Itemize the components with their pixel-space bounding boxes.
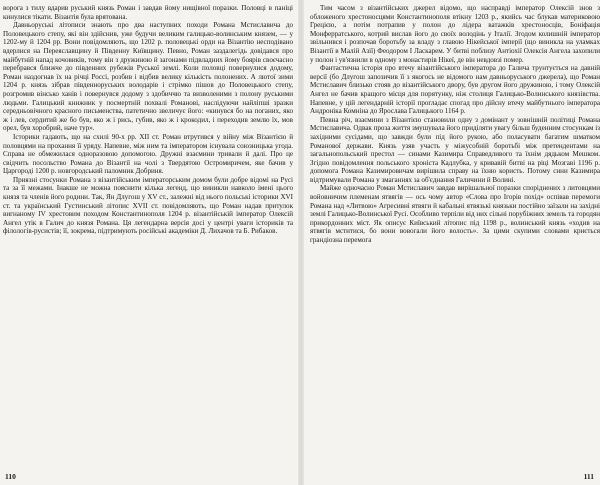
paragraph: Фантастична історія про втечу візантійського імператора до Галича трунтується на давній версії (бо Длугош запозичив її з якогось не відомого нам давньоруського джерела), що Роман Мстиславич близько стояв до візантійського двору, був другом його дружиною, і тому Олексій Ангел не бачив кращого місця для порятунку, ніж столиця Галицько-Волинського князівства. Напевне, у цій легендарній історії прогладає спогад про дійсну втечу майбутнього імператора Андроніка Комніна до Ярослава Галицького 1164 р. (310, 64, 600, 116)
paragraph: Давньоруські літописи знають про два наступних походи Романа Мстиславича до Половецького степу, які він здійснив, уже будучи великим галицько-волинським князем, — у 1202-му й 1204 рр. Вони повідомляють, що 1202 р. половецькі орди на Візантію несподівано вдерлися на Переяславщину й Південну Київщину. Певно, Роман заздалегідь довідався про майбутній напад кочовиків, тому він з дружиною й загонами підвладних йому боярів своєчасно перебрався ближче до південних рубежів Руської землі. Коли половці повернулися додому, Роман наздогнав їх на річці Россі, розбив і відбив велику кількість полонених. А лютої зими 1204 р. князь зібрав південноруських володарів і стрімко пішов до Половецького степу, розгромив вінсько ханів і повернувся додому з здобиччю та визволеними з полону руськими людьми. Галицький книжник у посмертній похвалі Романові, наслідуючи найліпші зразки середньовічного красного письменства, патетично звеличує його: «кинувся бо на поганих, яко ж і лев, сердитий же бо був, яко ж і рись, губив, яко ж і крокодил, і переходив землю їх, мов орел, був хоробрий, наче тур». (3, 21, 293, 133)
page-number: 110 (5, 472, 16, 481)
book-fold (298, 0, 304, 485)
paragraph: Історики гадають, що на схилі 90-х рр. XII ст. Роман втрутився у війну між Візантією й половцями на прохання її уряду. Напевне, між ним та імператором існувала союзницька угода. Справа не обмежилася одноразовою допомогою. Дружні взаємини тривали й далі. Про це свідчить посольство Романа до Візантії на чолі з Твердятою Остромиричем, яке бачив у Царгороді 1200 р. новгородський паломник Добриня. (3, 132, 293, 176)
left-page (3, 4, 293, 481)
right-page-text (310, 4, 600, 245)
right-page (310, 4, 600, 481)
page-number: 111 (583, 472, 594, 481)
paragraph: Майже одночасно Роман Мстиславич завдав вирішальної поразки споріднених з литовцями войовничим племенам ятвягів — ось чому автор «Слова про Ігорів похід» оспівав перемоги Романа над «Литвою» Агресивні ятвяги й кабальні ятвязькі князьки постійно заїзали на західні землі Галицько-Волинської Русі. Особливо терпіли від них сільні порубіжних земель та городян прикордонних міст. Як описує Київський літопис під 1198 р., волинський князь «ходив на ятвягів мститися, бо вони вовогали його волость». За цими скупими словами криється грандіозна перемога (310, 184, 600, 245)
paragraph: Тим часом з візантійських джерел відомо, що насправді імператор Олексій знов з обложеного хрестоносцями Константинополя втікну 1203 р., якийсь час блукав материковою Грецією, а потім потрапив у полон до лідера ватажків хрестоносців, Боніфація Монферратського, котрий виcлав його до своїх володінь у Італії. Згодом колишній імператор звільнився і розпочав боротьбу за владу з главою Нікейської імперії (що виникла на уламках Візантії в Малій Азії) Феодором І Ласкарем. У битві поблизу Антіохії Олексія Ангела захопили у полон і ув'язнили в одному з монастирів Нікеї, де він невдовзі помер. (310, 4, 600, 64)
paragraph: Приязні стосунки Романа з візантійським імператорським домом були добре відомі на Русі та за її межами. Інакше не можна пояснити кілька легенд, що виникли навколо імені цього князя та членів його родини. Так, Ян Длугош у XV ст., залежні від нього польські історики XVI ст. та український Густинський літопис XVII ст. повідомляють, що Роман надав притулок вигнаному IV хрестовим походом Константинополя 1204 р. візантійській імператор Олексій Ангел утік в Галич до князя Романа. Ця легендарна версія досі у центрі уваги істориків та філологів-русистів; її, зокрема, підтримують російські академіки Д. Лихачов та Б. Рибаков. (3, 175, 293, 236)
paragraph: Певна річ, взаємини з Візантією становили одну з домінант у зовнішній політиці Романа Мстиславича. Одвак проза життя змушувала його приділяти увагу більш буденним стосункам із західними сусідами, що завжди були під його рукою, або поласувати багатим шматком Романової держави. Князь узяв участь у міжусобній боротьбі між претендентами на загальнопольський престол — синами Казимира Справедливого та їхнім дядьком Мешком. Згідно повідомлення польського хроніста Кадлубка, у кривавій битві на ріці Мозгаві 1196 р. допомога Романа Казимировичам вирішила справу на їхню користь. Потому сини Казимира відтримували Романа у змаганнях за об'єднання Галичини й Волині. (310, 115, 600, 184)
left-page-text (3, 4, 293, 236)
paragraph: ворога з тилу вдарив руський князь Роман і завдав йому нищівної поразки. Половці в паніці кинулися тікати. Візантія була врятована. (3, 4, 293, 21)
